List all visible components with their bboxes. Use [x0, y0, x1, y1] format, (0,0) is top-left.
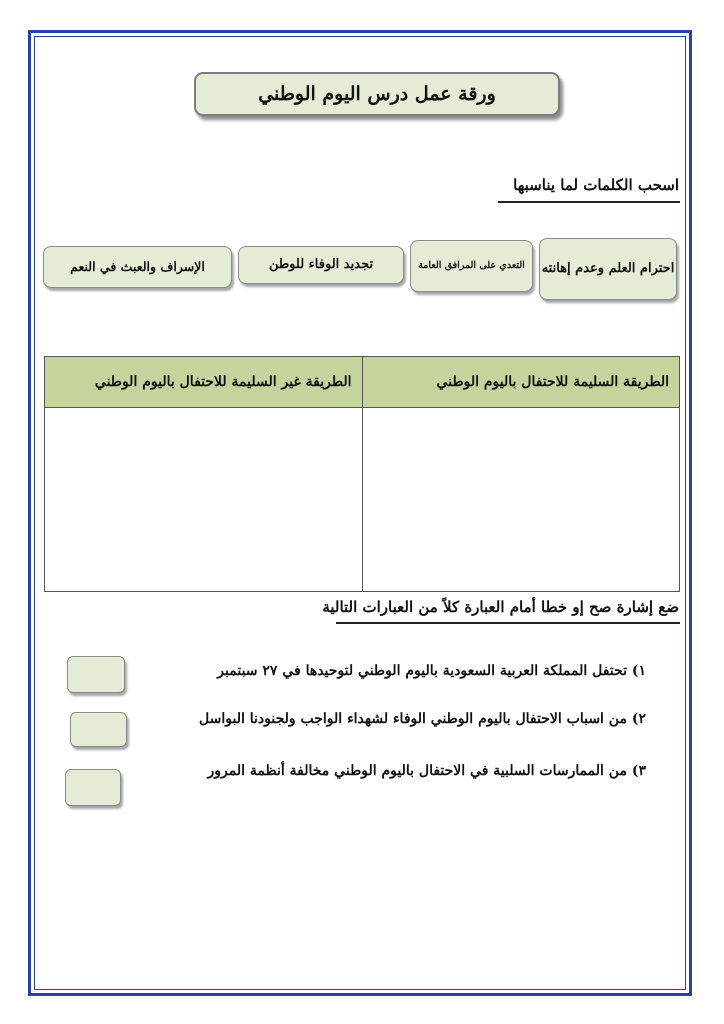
word-card-wasting-blessings[interactable] [43, 246, 232, 288]
word-card-respect-flag[interactable] [539, 238, 677, 300]
drag-instruction-underline [498, 201, 680, 203]
statement-1: ١) تحتفل المملكة العربية السعودية باليوم الوطني لتوحيدها في ٢٧ سبتمبر [217, 663, 646, 679]
statement-3: ٣) من الممارسات السلبية في الاحتفال باليوم الوطني مخالفة أنظمة المرور [207, 763, 646, 779]
drop-zone-incorrect[interactable] [45, 408, 363, 592]
worksheet-title [194, 72, 560, 116]
answer-box-2[interactable] [70, 712, 127, 747]
word-card-label: الإسراف والعبث في النعم [70, 258, 205, 274]
true-false-instruction: ضع إشارة صح إو خطا أمام العبارة كلاً من العبارات التالية [322, 598, 679, 616]
drag-instruction: اسحب الكلمات لما يناسبها [513, 176, 679, 194]
statement-2: ٢) من اسباب الاحتفال باليوم الوطني الوفاء لشهداء الواجب ولجنودنا البواسل [199, 711, 646, 727]
drop-zone-correct[interactable] [362, 408, 680, 592]
worksheet-title-text: ورقة عمل درس اليوم الوطني [258, 83, 496, 105]
answer-box-1[interactable] [67, 656, 125, 693]
word-card-label: التعدي على المرافق العامة [418, 259, 525, 271]
word-card-renew-loyalty[interactable] [238, 246, 404, 284]
header-correct-way: الطريقة السليمة للاحتفال باليوم الوطني [362, 357, 680, 408]
header-incorrect-way: الطريقة غير السليمة للاحتفال باليوم الوطني [45, 357, 363, 408]
word-card-label: احترام العلم وعدم إهانته [541, 261, 675, 277]
word-card-damage-facilities[interactable] [410, 240, 533, 292]
true-false-instruction-underline [336, 622, 680, 624]
word-card-label: تجديد الوفاء للوطن [268, 257, 374, 273]
sort-table [44, 356, 680, 592]
answer-box-3[interactable] [65, 769, 121, 806]
